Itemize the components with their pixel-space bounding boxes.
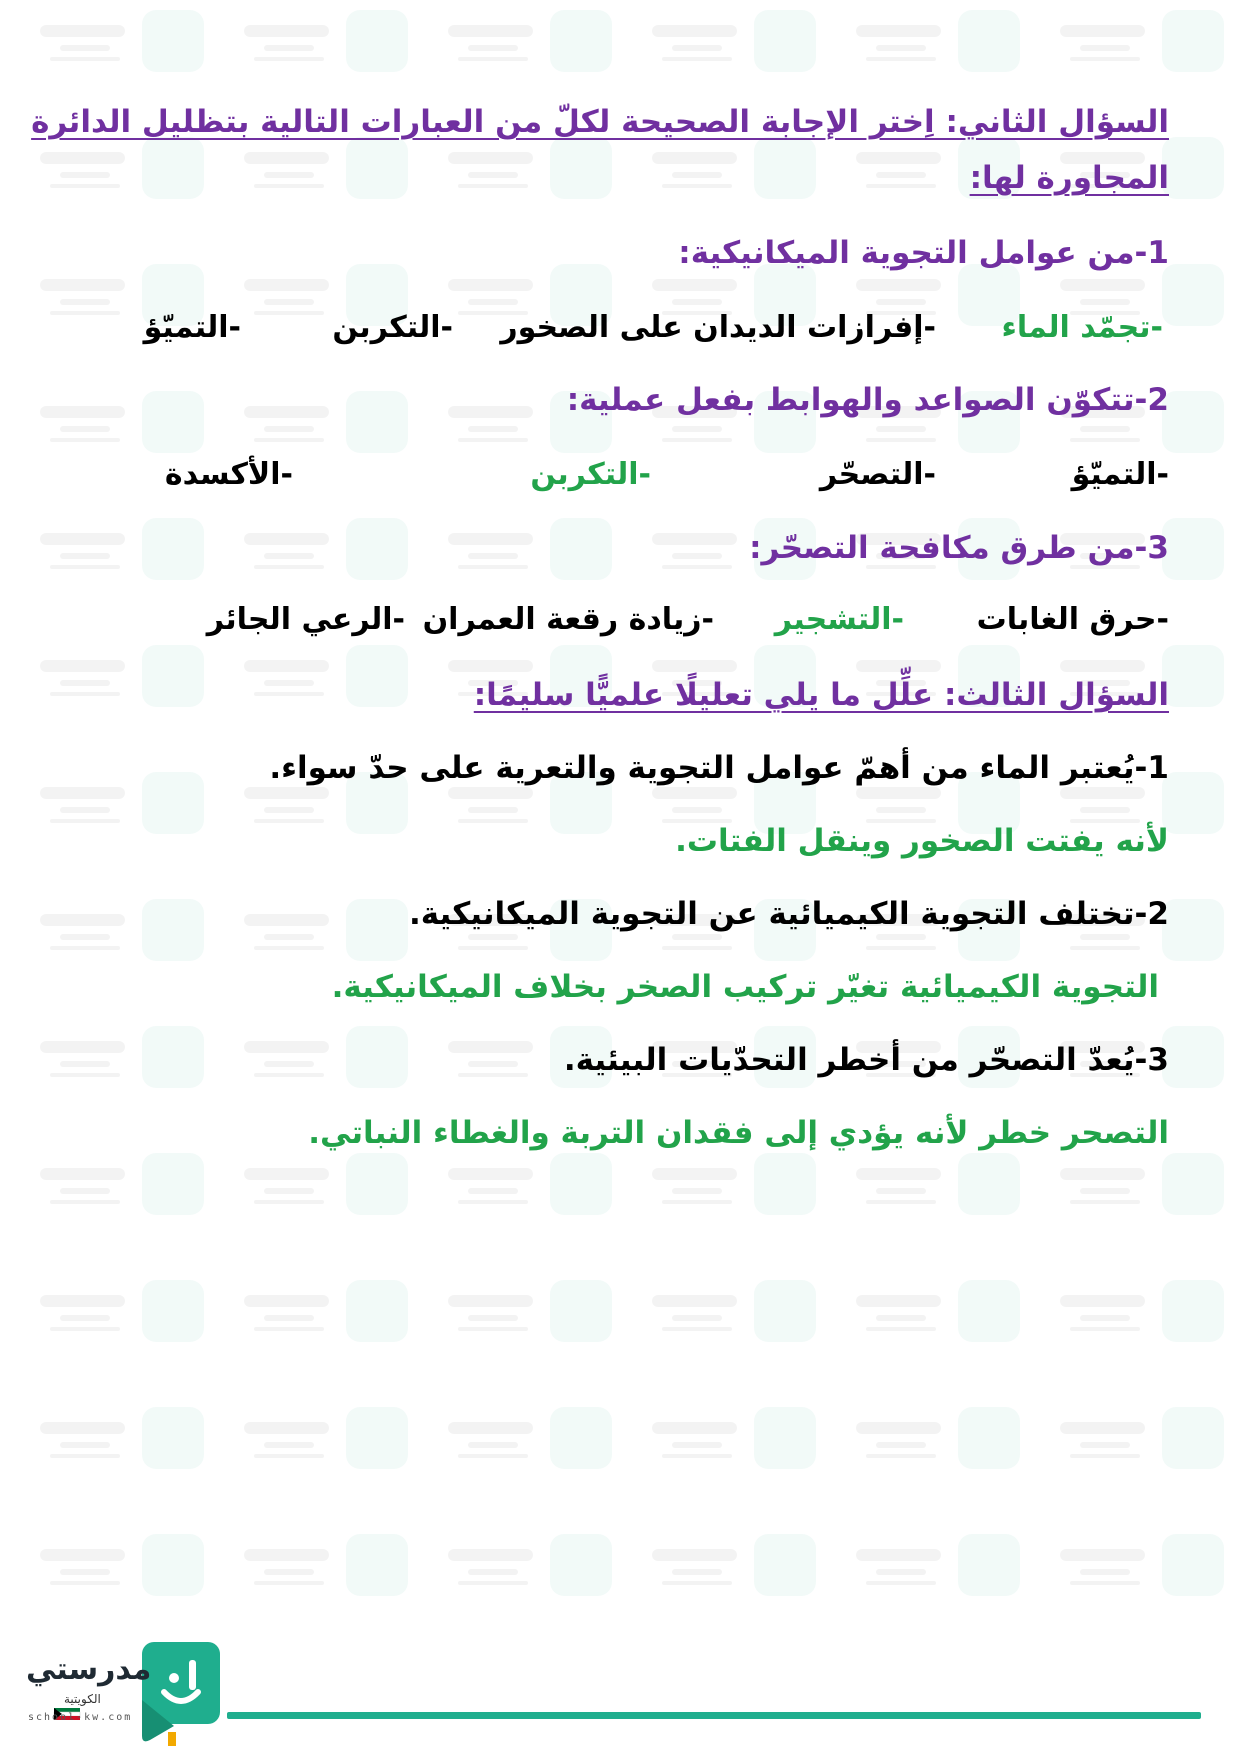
q2-title-line2: المجاورة لها: — [969, 160, 1169, 196]
q2-item2-option1[interactable]: -التميّؤ — [1071, 457, 1169, 492]
q2-item1-question: 1-من عوامل التجوية الميكانيكية: — [678, 235, 1169, 271]
q3-item1-statement: 1-يُعتبر الماء من أهمّ عوامل التجوية والتعرية على حدّ سواء. — [269, 750, 1169, 786]
q2-item3-option3[interactable]: -زيادة رقعة العمران — [422, 602, 714, 637]
q2-item1-option4[interactable]: -التميّؤ — [143, 310, 241, 345]
q3-item3-statement: 3-يُعدّ التصحّر من أخطر التحدّيات البيئية. — [563, 1042, 1169, 1078]
q2-item3-question: 3-من طرق مكافحة التصحّر: — [749, 530, 1169, 566]
q2-item1-option2[interactable]: -إفرازات الديدان على الصخور — [500, 310, 936, 345]
q3-item3-answer[interactable]: التصحر خطر لأنه يؤدي إلى فقدان التربة والغطاء النباتي. — [308, 1115, 1169, 1151]
q3-item2-answer[interactable]: التجوية الكيميائية تغيّر تركيب الصخر بخلاف الميكانيكية. — [331, 969, 1159, 1005]
q2-item2-option2[interactable]: -التصحّر — [819, 457, 936, 492]
q2-title-line1: السؤال الثاني: اِختر الإجابة الصحيحة لكلّ من العبارات التالية بتظليل الدائرة — [31, 104, 1169, 140]
q2-item3-option2[interactable]: -التشجير — [774, 602, 904, 637]
logo-url: school-kw.com — [28, 1712, 133, 1723]
q3-item1-answer[interactable]: لأنه يفتت الصخور وينقل الفتات. — [675, 823, 1169, 859]
q2-item2-option3[interactable]: -التكربن — [530, 457, 651, 492]
q2-item3-option1[interactable]: -حرق الغابات — [976, 602, 1169, 637]
q2-item1-option3[interactable]: -التكربن — [332, 310, 453, 345]
q3-item2-statement: 2-تختلف التجوية الكيميائية عن التجوية الميكانيكية. — [408, 896, 1169, 932]
q2-item2-question: 2-تتكوّن الصواعد والهوابط بفعل عملية: — [566, 382, 1169, 418]
logo-name: مدرستي — [26, 1652, 152, 1687]
q2-item2-option4[interactable]: -الأكسدة — [164, 457, 293, 492]
q2-item3-option4[interactable]: -الرعي الجائر — [206, 602, 405, 637]
q3-title: السؤال الثالث: علِّل ما يلي تعليلًا علميًّا سليمًا: — [473, 677, 1169, 713]
q2-item1-option1[interactable]: -تجمّد الماء — [1001, 310, 1163, 345]
logo-subtitle: الكويتية — [64, 1692, 101, 1706]
